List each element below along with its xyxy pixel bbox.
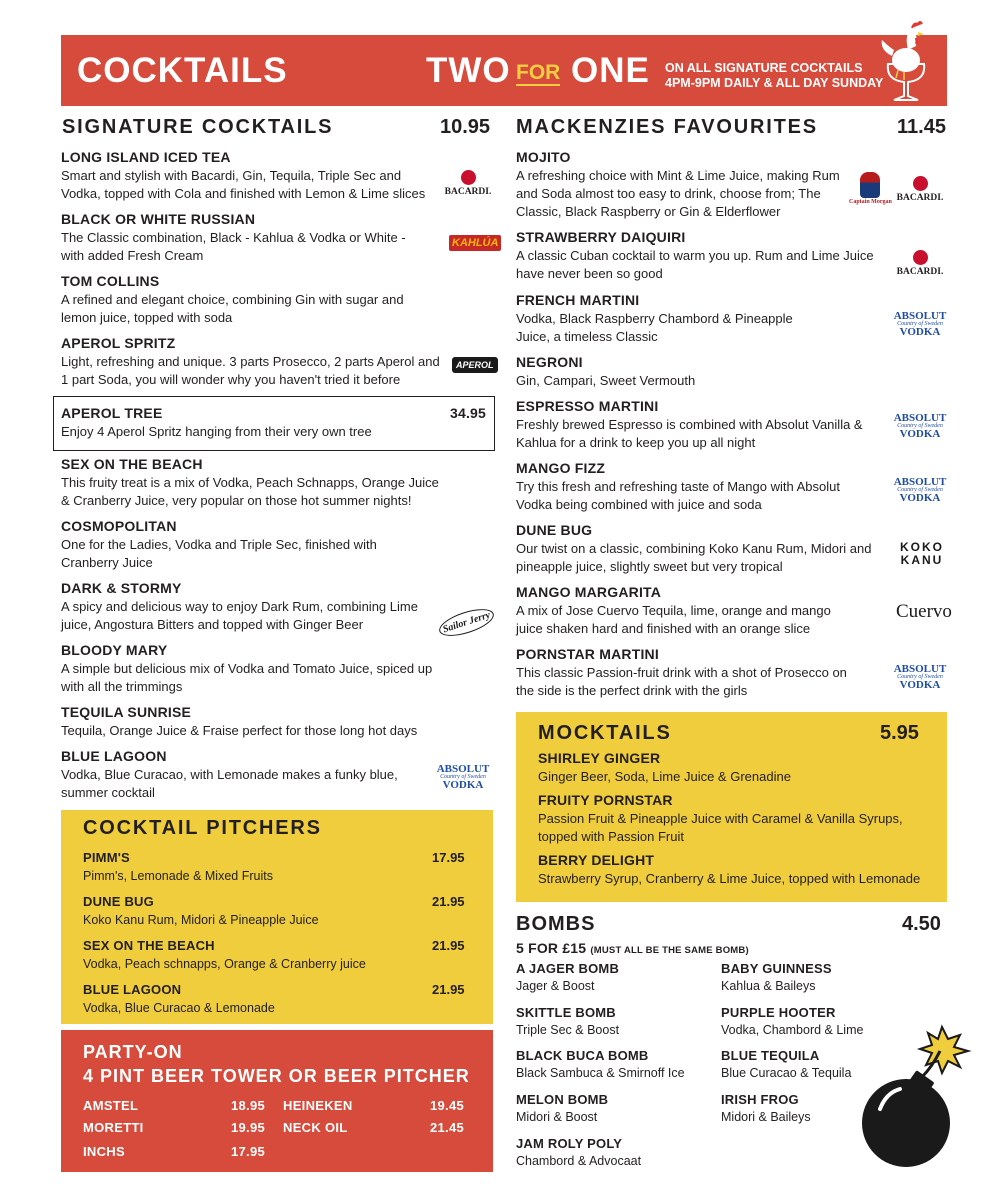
bomb-name: IRISH FROG bbox=[721, 1092, 799, 1107]
pitcher-price: 21.95 bbox=[432, 982, 465, 997]
item-desc: A simple but delicious mix of Vodka and Tomato Juice, spiced up with all the trimmings bbox=[61, 661, 433, 694]
item-name: COSMOPOLITAN bbox=[61, 518, 177, 534]
mocktails-price: 5.95 bbox=[880, 722, 919, 744]
item-desc: Vodka, Blue Curacao, with Lemonade makes a funky blue, summer cocktail bbox=[61, 767, 398, 800]
beer-name: AMSTEL bbox=[83, 1098, 139, 1113]
bomb-desc: Triple Sec & Boost bbox=[516, 1023, 620, 1037]
item-desc: Gin, Campari, Sweet Vermouth bbox=[516, 373, 696, 388]
bomb-desc: Black Sambuca & Smirnoff Ice bbox=[516, 1066, 685, 1080]
pitcher-name: BLUE LAGOON bbox=[83, 982, 182, 997]
favourites-price: 11.45 bbox=[897, 116, 946, 138]
item-desc: A refreshing choice with Mint & Lime Juice, making Rum and Soda almost too easy to drink, choose from; The Classic, Black Raspberry or Gin & Elderflower bbox=[516, 168, 840, 219]
beer-price: 18.95 bbox=[231, 1098, 266, 1113]
rooster-glass-icon bbox=[878, 20, 934, 104]
pitcher-desc: Pimm's, Lemonade & Mixed Fruits bbox=[83, 869, 273, 883]
item-name: STRAWBERRY DAIQUIRI bbox=[516, 229, 686, 245]
offer-two: TWO bbox=[426, 51, 511, 90]
bomb-desc: Jager & Boost bbox=[516, 979, 595, 993]
item-desc: One for the Ladies, Vodka and Triple Sec, finished with Cranberry Juice bbox=[61, 537, 377, 570]
item-desc: Smart and stylish with Bacardi, Gin, Tequila, Triple Sec and Vodka, topped with Cola and finished with Lemon & Lime slices bbox=[61, 168, 426, 201]
mocktail-name: SHIRLEY GINGER bbox=[538, 750, 661, 766]
bomb-name: SKITTLE BOMB bbox=[516, 1005, 616, 1020]
pitcher-desc: Vodka, Blue Curacao & Lemonade bbox=[83, 1001, 275, 1015]
beer-name: NECK OIL bbox=[283, 1120, 348, 1135]
item-name: FRENCH MARTINI bbox=[516, 292, 640, 308]
bacardi-logo: BACARDI. bbox=[893, 176, 947, 203]
absolut-logo: ABSOLUT Country of Sweden VODKA bbox=[893, 663, 947, 691]
bacardi-logo: BACARDI. bbox=[893, 250, 947, 277]
page-title: COCKTAILS bbox=[77, 51, 288, 90]
offer-for: FOR bbox=[516, 61, 561, 84]
pitcher-price: 21.95 bbox=[432, 938, 465, 953]
cuervo-logo: Cuervo bbox=[896, 601, 952, 622]
item-desc: Our twist on a classic, combining Koko Kanu Rum, Midori and pineapple juice, slightly sweet but very tropical bbox=[516, 541, 872, 574]
signature-price: 10.95 bbox=[440, 116, 491, 138]
offer-one: ONE bbox=[571, 51, 650, 90]
beer-price: 19.45 bbox=[430, 1098, 465, 1113]
beer-name: MORETTI bbox=[83, 1120, 144, 1135]
bat-icon bbox=[913, 250, 928, 265]
bomb-desc: Midori & Baileys bbox=[721, 1110, 811, 1124]
captain-morgan-logo: Captain Morgan bbox=[849, 172, 892, 205]
bat-icon bbox=[461, 170, 476, 185]
koko-kanu-logo: KOKO KANU bbox=[900, 540, 944, 567]
item-name: BLUE LAGOON bbox=[61, 748, 167, 764]
item-name: BLACK OR WHITE RUSSIAN bbox=[61, 211, 256, 227]
bombs-title: BOMBS bbox=[516, 913, 596, 935]
item-name: TEQUILA SUNRISE bbox=[61, 704, 192, 720]
item-desc: The Classic combination, Black - Kahlua & Vodka or White - with added Fresh Cream bbox=[61, 230, 406, 263]
mocktail-desc: Passion Fruit & Pineapple Juice with Caramel & Vanilla Syrups, topped with Passion Fruit bbox=[538, 811, 903, 844]
mocktails-title: MOCKTAILS bbox=[538, 722, 672, 744]
kahlua-logo: KAHLÚA bbox=[449, 235, 501, 251]
pitcher-desc: Vodka, Peach schnapps, Orange & Cranberry juice bbox=[83, 957, 366, 971]
pitcher-name: DUNE BUG bbox=[83, 894, 154, 909]
party-subtitle: 4 PINT BEER TOWER OR BEER PITCHER bbox=[83, 1066, 470, 1086]
header-banner bbox=[61, 35, 947, 106]
pitcher-price: 21.95 bbox=[432, 894, 465, 909]
item-desc: Tequila, Orange Juice & Fraise perfect for those long hot days bbox=[61, 723, 418, 738]
item-desc: Freshly brewed Espresso is combined with Absolut Vanilla & Kahlua for a drink to keep you up all night bbox=[516, 417, 863, 450]
beer-price: 17.95 bbox=[231, 1144, 266, 1159]
absolut-logo: ABSOLUT Country of Sweden VODKA bbox=[436, 763, 490, 791]
bomb-desc: Kahlua & Baileys bbox=[721, 979, 816, 993]
item-price: 34.95 bbox=[450, 405, 487, 421]
item-name: APEROL TREE bbox=[61, 405, 163, 421]
bomb-name: MELON BOMB bbox=[516, 1092, 609, 1107]
item-name: NEGRONI bbox=[516, 354, 583, 370]
mocktail-name: FRUITY PORNSTAR bbox=[538, 792, 673, 808]
bat-icon bbox=[913, 176, 928, 191]
bomb-desc: Midori & Boost bbox=[516, 1110, 598, 1124]
bomb-name: A JAGER BOMB bbox=[516, 961, 620, 976]
item-desc: This classic Passion-fruit drink with a shot of Prosecco on the side is the perfect drink with the girls bbox=[516, 665, 847, 698]
bacardi-logo: BACARDI. bbox=[442, 170, 494, 197]
captain-figure-icon bbox=[860, 172, 880, 198]
item-desc: This fruity treat is a mix of Vodka, Peach Schnapps, Orange Juice & Cranberry Juice, very popular on those hot summer nights! bbox=[61, 475, 439, 508]
bomb-icon bbox=[858, 1013, 980, 1168]
pitcher-name: SEX ON THE BEACH bbox=[83, 938, 215, 953]
pitcher-desc: Koko Kanu Rum, Midori & Pineapple Juice bbox=[83, 913, 319, 927]
sailor-jerry-logo: Sailor Jerry bbox=[436, 604, 497, 642]
item-desc: Enjoy 4 Aperol Spritz hanging from their very own tree bbox=[61, 424, 372, 439]
beer-name: HEINEKEN bbox=[283, 1098, 353, 1113]
item-name: LONG ISLAND ICED TEA bbox=[61, 149, 231, 165]
absolut-logo: ABSOLUT Country of Sweden VODKA bbox=[893, 476, 947, 504]
aperol-logo: APEROL bbox=[452, 357, 498, 373]
item-desc: A classic Cuban cocktail to warm you up. Rum and Lime Juice have never been so good bbox=[516, 248, 874, 281]
signature-title: SIGNATURE COCKTAILS bbox=[62, 116, 334, 138]
item-desc: Vodka, Black Raspberry Chambord & Pineapple Juice, a timeless Classic bbox=[516, 311, 793, 344]
item-desc: A mix of Jose Cuervo Tequila, lime, orange and mango juice shaken hard and finished with an orange slice bbox=[516, 603, 831, 636]
item-name: DUNE BUG bbox=[516, 522, 593, 538]
beer-price: 19.95 bbox=[231, 1120, 266, 1135]
item-name: PORNSTAR MARTINI bbox=[516, 646, 659, 662]
item-name: TOM COLLINS bbox=[61, 273, 160, 289]
offer-line-1: ON ALL SIGNATURE COCKTAILS bbox=[665, 61, 863, 75]
favourites-title: MACKENZIES FAVOURITES bbox=[516, 116, 818, 138]
pitchers-title: COCKTAIL PITCHERS bbox=[83, 817, 322, 839]
item-name: MOJITO bbox=[516, 149, 571, 165]
item-name: BLOODY MARY bbox=[61, 642, 168, 658]
bomb-name: BLUE TEQUILA bbox=[721, 1048, 820, 1063]
bomb-name: BLACK BUCA BOMB bbox=[516, 1048, 649, 1063]
item-name: DARK & STORMY bbox=[61, 580, 182, 596]
pitcher-name: PIMM'S bbox=[83, 850, 130, 865]
mocktail-name: BERRY DELIGHT bbox=[538, 852, 655, 868]
beer-price: 21.45 bbox=[430, 1120, 465, 1135]
bombs-deal: 5 FOR £15 (MUST ALL BE THE SAME BOMB) bbox=[516, 940, 749, 956]
item-desc: A spicy and delicious way to enjoy Dark Rum, combining Lime juice, Angostura Bitters and topped with Ginger Beer bbox=[61, 599, 418, 632]
mocktail-desc: Ginger Beer, Soda, Lime Juice & Grenadine bbox=[538, 769, 791, 784]
bomb-name: PURPLE HOOTER bbox=[721, 1005, 836, 1020]
beer-name: INCHS bbox=[83, 1144, 125, 1159]
bomb-desc: Vodka, Chambord & Lime bbox=[721, 1023, 864, 1037]
bomb-name: JAM ROLY POLY bbox=[516, 1136, 623, 1151]
item-name: ESPRESSO MARTINI bbox=[516, 398, 659, 414]
absolut-logo: ABSOLUT Country of Sweden VODKA bbox=[893, 310, 947, 338]
offer-line-2: 4PM-9PM DAILY & ALL DAY SUNDAY bbox=[665, 76, 884, 90]
bomb-name: BABY GUINNESS bbox=[721, 961, 832, 976]
mocktail-desc: Strawberry Syrup, Cranberry & Lime Juice, topped with Lemonade bbox=[538, 871, 921, 886]
item-desc: A refined and elegant choice, combining Gin with sugar and lemon juice, topped with soda bbox=[61, 292, 404, 325]
item-name: MANGO MARGARITA bbox=[516, 584, 662, 600]
pitcher-price: 17.95 bbox=[432, 850, 465, 865]
bomb-desc: Chambord & Advocaat bbox=[516, 1154, 642, 1168]
party-title: PARTY-ON bbox=[83, 1042, 183, 1062]
absolut-logo: ABSOLUT Country of Sweden VODKA bbox=[893, 412, 947, 440]
item-name: APEROL SPRITZ bbox=[61, 335, 176, 351]
bomb-desc: Blue Curacao & Tequila bbox=[721, 1066, 852, 1080]
item-desc: Try this fresh and refreshing taste of Mango with Absolut Vodka being combined with juice and soda bbox=[516, 479, 840, 512]
item-desc: Light, refreshing and unique. 3 parts Prosecco, 2 parts Aperol and 1 part Soda, you will wonder why you haven't tried it before bbox=[61, 354, 440, 387]
bombs-price: 4.50 bbox=[902, 913, 941, 935]
item-name: MANGO FIZZ bbox=[516, 460, 606, 476]
item-name: SEX ON THE BEACH bbox=[61, 456, 203, 472]
